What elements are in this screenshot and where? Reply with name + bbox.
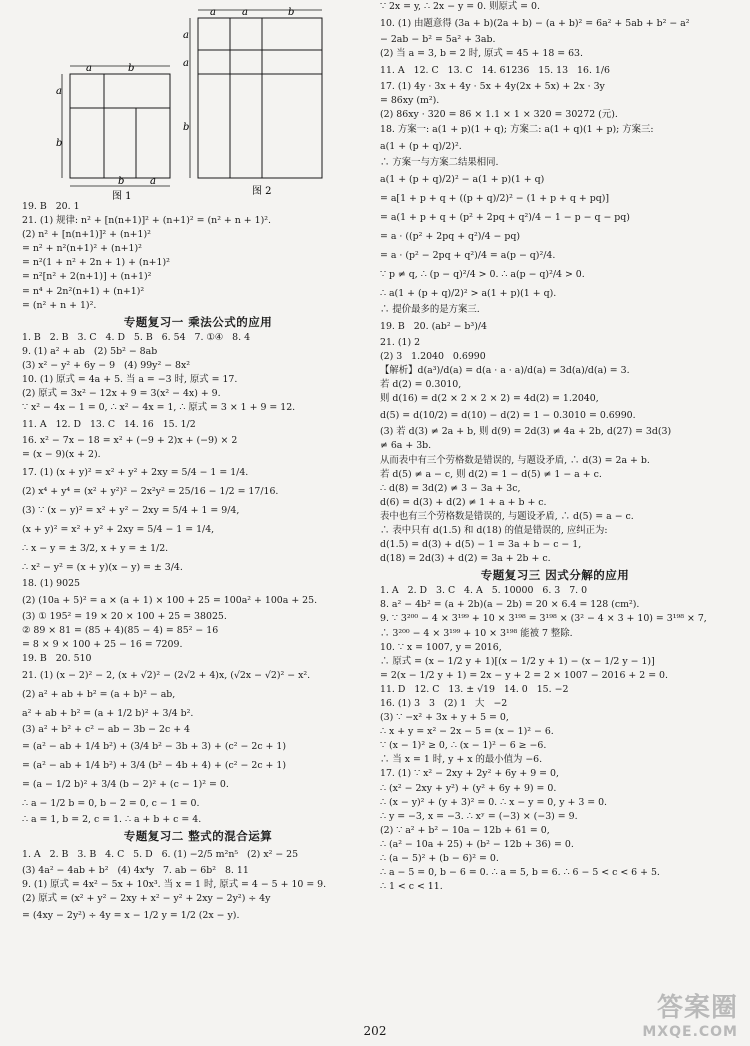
answer-line: (3) a² + b² + c² − ab − 3b − 2c + 4 [22,723,191,735]
answer-line: 21. (1) 规律: n² + [n(n+1)]² + (n+1)² = (n² + n + 1)². [22,215,271,227]
answer-line: 21. (1) 2 [380,336,421,348]
answer-line: = (4xy − 2y²) ÷ 4y = x − 1/2 y = 1/2 (2x − y). [22,910,240,922]
answer-line: 19. B 20. (ab² − b³)/4 [380,320,487,332]
answer-line: ∴ x − y = ± 3/2, x + y = ± 1/2. [22,542,169,554]
answer-line: 19. B 20. 510 [22,652,92,664]
answer-line: ∴ x + y = x² − 2x − 5 = (x − 1)² − 6. [380,726,554,738]
answer-line: (x + y)² = x² + y² + 2xy = 5/4 − 1 = 1/4, [22,523,215,535]
answer-line: 【解析】d(a³)/d(a) = d(a · a · a)/d(a) = 3d(a)/d(a) = 3. [380,365,630,377]
answer-line: = n² + n²(n+1)² + (n+1)² [22,243,142,255]
answer-line: d(18) = 2d(3) + d(2) = 3a + 2b + c. [380,553,551,565]
answer-line: ∴ 1 < c < 11. [380,881,443,893]
answer-line: 10. (1) 由题意得 (3a + b)(2a + b) − (a + b)² = 6a² + 5ab + b² − a² [380,18,690,30]
answer-line: 9. (1) 原式 = 4x² − 5x + 10x³. 当 x = 1 时, 原式 = 4 − 5 + 10 = 9. [22,879,327,891]
left-column [22,0,374,925]
answer-line: ∵ x² − 4x − 1 = 0, ∴ x² − 4x = 1, ∴ 原式 = 3 × 1 + 9 = 12. [22,402,296,414]
figure-1 [62,66,170,186]
answer-line: d(6) = d(3) + d(2) ≠ 1 + a + b + c. [380,496,547,508]
answer-line: ≠ 6a + 3b. [380,440,432,452]
answer-line: 从而表中有三个劳格数是错误的, 与题设矛盾, ∴ d(3) = 2a + b. [380,454,650,466]
answer-line: ② 89 × 81 = (85 + 4)(85 − 4) = 85² − 16 [22,624,219,636]
answer-line: ∴ x² − y² = (x + y)(x − y) = ± 3/4. [22,561,183,573]
answer-line: (2) x⁴ + y⁴ = (x² + y²)² − 2x²y² = 25/16 − 1/2 = 17/16. [22,485,279,497]
answer-line: (3) 若 d(3) ≠ 2a + b, 则 d(9) = 2d(3) ≠ 4a + 2b, d(27) = 3d(3) [380,426,672,438]
fig1-caption: 图 1 [112,191,132,200]
fig1-label-left-a: a [56,86,62,97]
answer-line: d(1.5) = d(3) + d(5) − 1 = 3a + b − c − 1, [380,539,582,551]
answer-line: = (a² − ab + 1/4 b²) + (3/4 b² − 3b + 3) + (c² − 2c + 1) [22,741,287,753]
fig2-label-top-a1: a [210,7,216,18]
answer-line: ∴ (a − 5)² + (b − 6)² = 0. [380,853,499,865]
answer-line: 1. A 2. D 3. C 4. A 5. 10000 6. 3 7. 0 [380,585,588,597]
answer-line: = a[1 + p + q + ((p + q)/2)² − (1 + p + q + pq)] [380,192,610,204]
answer-line: (3) ① 195² = 19 × 20 × 100 + 25 = 38025. [22,610,227,622]
answer-line: ∴ a − 5 = 0, b − 6 = 0. ∴ a = 5, b = 6. ∴ 6 − 5 < c < 6 + 5. [380,867,660,879]
answer-line: a(1 + (p + q)/2)² − a(1 + p)(1 + q) [380,173,545,185]
fig2-label-top-b: b [288,7,295,18]
watermark-url: MXQE.COM [642,1024,738,1040]
section-title-2: 专题复习二 整式的混合运算 [123,829,273,844]
fig1-label-top-b: b [128,63,135,74]
answer-line: ∴ a(1 + (p + q)/2)² > a(1 + p)(1 + q). [380,287,557,299]
answer-line: ∴ 表中只有 d(1.5) 和 d(18) 的值是错误的, 应纠正为: [380,524,608,536]
answer-line: ∴ a = 1, b = 2, c = 1. ∴ a + b + c = 4. [22,814,202,826]
answer-line: 16. (1) 3 3 (2) 1 大 −2 [380,698,508,709]
answer-line: 9. ∵ 3²⁰⁰ − 4 × 3¹⁹⁹ + 10 × 3¹⁹⁸ = 3¹⁹⁸ × (3² − 4 × 3 + 10) = 3¹⁹⁸ × 7, [380,613,707,625]
answer-line: = (x − 9)(x + 2). [22,449,101,461]
answer-line: ∵ (x − 1)² ≥ 0, ∴ (x − 1)² − 6 ≥ −6. [380,740,547,752]
watermark-logo-text: 答案圈 [656,993,738,1023]
fig1-label-bottom-b: b [118,176,125,187]
answer-line: 17. (1) ∵ x² − 2xy + 2y² + 6y + 9 = 0, [380,768,559,780]
answer-line: ∴ a − 1/2 b = 0, b − 2 = 0, c − 1 = 0. [22,798,200,810]
answer-line: (2) a² + ab + b² = (a + b)² − ab, [22,688,176,700]
answer-line: 10. ∵ x = 1007, y = 2016, [380,641,502,653]
answer-line: ∵ 2x = y, ∴ 2x − y = 0. 则原式 = 0. [380,1,540,12]
answer-line: 则 d(16) = d(2 × 2 × 2 × 2) = 4d(2) = 1.2040, [380,393,599,405]
left-block-b [22,331,374,827]
answer-line: a(1 + (p + q)/2)². [380,140,462,152]
figures-svg [22,0,374,200]
answer-line: ∴ (a² − 10a + 25) + (b² − 12b + 36) = 0. [380,838,574,850]
fig2-label-top-a2: a [242,7,248,18]
fig2-caption: 图 2 [252,186,272,197]
answer-line: (3) x² − y² + 6y − 9 (4) 99y² − 8x² [22,359,191,371]
section-title-3: 专题复习三 因式分解的应用 [480,568,630,583]
fig2-label-left-a2: a [183,58,189,69]
answer-line: 1. B 2. B 3. C 4. D 5. B 6. 54 7. ①④ 8. 4 [22,331,251,343]
right-block-a [380,0,730,566]
answer-line: = 2(x − 1/2 y + 1) = 2x − y + 2 = 2 × 1007 − 2016 + 2 = 0. [380,669,668,681]
fig1-label-top-a: a [86,63,92,74]
answer-line: = a · ((p² + 2pq + q²)/4 − pq) [380,230,521,242]
answer-line: ∴ (x − y)² + (y + 3)² = 0. ∴ x − y = 0, y + 3 = 0. [380,796,608,808]
fig1-label-left-b: b [56,138,63,149]
fig1-label-bottom-a: a [150,176,156,187]
answer-line: = a(1 + p + q + (p² + 2pq + q²)/4 − 1 − p − q − pq) [380,211,630,223]
answer-line: = n²(1 + n² + 2n + 1) + (n+1)² [22,257,170,269]
left-block-a [22,200,374,313]
answer-line: ∴ 3²⁰⁰ − 4 × 3¹⁹⁹ + 10 × 3¹⁹⁸ 能被 7 整除. [380,627,573,639]
fig2-label-left-b: b [183,122,190,133]
right-column [380,0,730,894]
answer-line: ∴ 当 x = 1 时, y + x 的最小值为 −6. [380,754,543,766]
answer-line: 8. a² − 4b² = (a + 2b)(a − 2b) = 20 × 6.4 = 128 (cm²). [380,599,640,611]
watermark [642,987,738,1040]
answer-line: 9. (1) a² + ab (2) 5b² − 8ab [22,345,158,357]
answer-line: 17. (1) 4y · 3x + 4y · 5x + 4y(2x + 5x) + 2x · 3y [380,81,605,93]
answer-line: 11. A 12. C 13. C 14. 61236 15. 13 16. 1/6 [380,65,610,77]
answer-line: = n²[n² + 2(n+1)] + (n+1)² [22,271,152,283]
right-block-b [380,584,730,894]
answer-line: = 8 × 9 × 100 + 25 − 16 = 7209. [22,638,183,650]
answer-line: (2) ∵ a² + b² − 10a − 12b + 61 = 0, [380,824,550,836]
answer-line: 16. x² − 7x − 18 = x² + (−9 + 2)x + (−9) × 2 [22,435,238,447]
answer-line: ∵ p ≠ q, ∴ (p − q)²/4 > 0. ∴ a(p − q)²/4 > 0. [380,268,585,280]
figures-area [22,0,374,200]
answer-line: (2) 3 1.2040 0.6990 [380,350,486,362]
page-number: 202 [363,1024,387,1038]
section-title-1: 专题复习一 乘法公式的应用 [123,314,273,329]
answer-line: ∴ 提价最多的是方案三. [380,303,480,315]
answer-line: = a · (p² − 2pq + q²)/4 = a(p − q)²/4. [380,249,556,261]
answer-line: (2) (10a + 5)² = a × (a + 1) × 100 + 25 = 100a² + 100a + 25. [22,594,318,606]
answer-line: 若 d(5) ≠ a − c, 则 d(2) = 1 − d(5) ≠ 1 − a + c. [380,468,602,480]
answer-line: ∴ y = −3, x = −3. ∴ xʸ = (−3) × (−3) = 9. [380,810,578,822]
fig1-outer [70,74,170,178]
answer-line: (2) 86xy · 320 = 86 × 1.1 × 1 × 320 = 30272 (元). [380,109,618,121]
answer-line: 19. B 20. 1 [22,201,80,212]
figure-2 [190,10,322,178]
answer-line: (2) 当 a = 3, b = 2 时, 原式 = 45 + 18 = 63. [380,48,584,60]
answer-line: ∴ 方案一与方案二结果相同. [380,156,499,168]
answer-line: 18. (1) 9025 [22,577,81,589]
answer-line: = n⁴ + 2n²(n+1) + (n+1)² [22,285,145,297]
answer-line: ∴ 原式 = (x − 1/2 y + 1)[(x − 1/2 y + 1) − (x − 1/2 y − 1)] [380,655,655,667]
fig2-label-left-a1: a [183,30,189,41]
answer-line: ∴ d(8) = 3d(2) ≠ 3 − 3a + 3c, [380,482,521,494]
answer-line: (3) 4a² − 4ab + b² (4) 4x⁴y 7. ab − 6b² 8. 11 [22,865,249,877]
answer-line: = (a² − ab + 1/4 b²) + 3/4 (b² − 4b + 4) + (c² − 2c + 1) [22,760,287,772]
answer-line: 表中也有三个劳格数是错误的, 与题设矛盾, ∴ d(5) = a − c. [380,510,634,522]
answer-line: = 86xy (m²). [380,95,440,107]
answer-line: 1. A 2. B 3. B 4. C 5. D 6. (1) −2/5 m²n⁵ (2) x² − 25 [22,849,299,861]
answer-line: 18. 方案一: a(1 + p)(1 + q); 方案二: a(1 + q)(1 + p); 方案三: [380,123,654,135]
answer-line: 11. D 12. C 13. ± √19 14. 0 15. −2 [380,683,569,695]
answer-line: (3) ∵ −x² + 3x + y + 5 = 0, [380,712,509,724]
fig2-outer [198,18,322,178]
answer-line: ∴ (x² − 2xy + y²) + (y² + 6y + 9) = 0. [380,782,557,794]
left-block-c [22,845,374,925]
answer-line: 11. A 12. D 13. C 14. 16 15. 1/2 [22,419,196,431]
answer-line: − 2ab − b² = 5a² + 3ab. [380,34,496,46]
answer-line: = (n² + n + 1)². [22,299,97,311]
answer-line: 21. (1) (x − 2)² − 2, (x + √2)² − (2√2 + 4)x, (√2x − √2)² − x². [22,669,311,681]
answer-line: (2) n² + [n(n+1)]² + (n+1)² [22,229,151,241]
answer-line: d(5) = d(10/2) = d(10) − d(2) = 1 − 0.3010 = 0.6990. [380,410,636,422]
answer-line: = (a − 1/2 b)² + 3/4 (b − 2)² + (c − 1)² = 0. [22,779,229,791]
answer-line: 若 d(2) = 0.3010, [380,379,462,391]
answer-line: (3) ∵ (x − y)² = x² + y² − 2xy = 5/4 + 1 = 9/4, [22,504,240,516]
answer-line: 10. (1) 原式 = 4a + 5. 当 a = −3 时, 原式 = 17. [22,374,238,386]
answer-line: 17. (1) (x + y)² = x² + y² + 2xy = 5/4 − 1 = 1/4. [22,466,249,478]
answer-line: a² + ab + b² = (a + 1/2 b)² + 3/4 b². [22,707,194,719]
answer-line: (2) 原式 = (x² + y² − 2xy + x² − y² + 2xy − 2y²) ÷ 4y [22,893,271,905]
answer-line: (2) 原式 = 3x² − 12x + 9 = 3(x² − 4x) + 9. [22,388,221,400]
